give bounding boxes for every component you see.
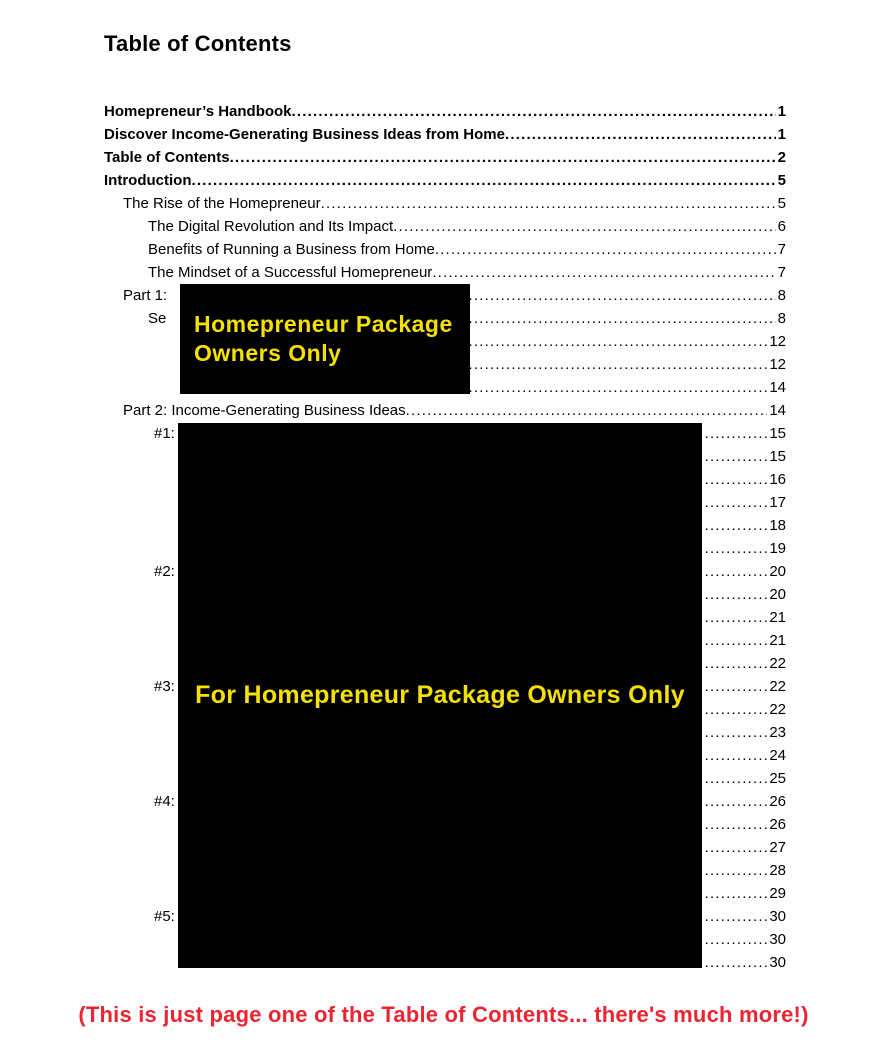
toc-entry-label: The Digital Revolution and Its Impact bbox=[148, 218, 394, 235]
toc-entry-label: Part 2: Income-Generating Business Ideas bbox=[123, 402, 406, 419]
toc-entry-leader bbox=[406, 399, 768, 422]
toc-entry bbox=[104, 169, 786, 192]
toc-entry-page: 22 bbox=[769, 655, 786, 672]
toc-entry-page: 6 bbox=[777, 218, 786, 235]
toc-entry-page: 26 bbox=[769, 816, 786, 833]
toc-entry-page: 5 bbox=[777, 172, 786, 189]
toc-entry-page: 28 bbox=[769, 862, 786, 879]
toc-entry-page: 7 bbox=[777, 241, 786, 258]
toc-entry-label: #4: bbox=[154, 793, 175, 810]
toc-entry-leader bbox=[292, 100, 776, 123]
toc-entry-label: Part 1: bbox=[123, 287, 168, 304]
toc-entry-page: 12 bbox=[769, 333, 786, 350]
toc-entry-page: 24 bbox=[769, 747, 786, 764]
toc-entry-label: #5: bbox=[154, 908, 175, 925]
toc-entry-page: 1 bbox=[777, 103, 786, 120]
toc-entry-page: 18 bbox=[769, 517, 786, 534]
toc-entry-page: 30 bbox=[769, 931, 786, 948]
redaction-box-2-label: For Homepreneur Package Owners Only bbox=[195, 681, 685, 709]
toc-entry-leader bbox=[435, 238, 776, 261]
toc-entry-label: Table of Contents bbox=[104, 149, 230, 166]
toc-entry-page: 8 bbox=[777, 287, 786, 304]
toc-entry-page: 17 bbox=[769, 494, 786, 511]
toc-entry-label: #1: bbox=[154, 425, 175, 442]
toc-entry-page: 27 bbox=[769, 839, 786, 856]
toc-entry-label: The Rise of the Homepreneur bbox=[123, 195, 321, 212]
toc-entry-page: 26 bbox=[769, 793, 786, 810]
toc-entry-page: 20 bbox=[769, 563, 786, 580]
toc-entry-leader bbox=[321, 192, 776, 215]
page-title: Table of Contents bbox=[104, 31, 292, 56]
redaction-box-1 bbox=[180, 284, 470, 394]
toc-entry-page: 30 bbox=[769, 954, 786, 971]
toc-entry bbox=[104, 215, 786, 238]
toc-entry-page: 15 bbox=[769, 425, 786, 442]
toc-entry-page: 14 bbox=[769, 402, 786, 419]
toc-entry-page: 23 bbox=[769, 724, 786, 741]
toc-entry-page: 22 bbox=[769, 701, 786, 718]
toc-entry-page: 8 bbox=[777, 310, 786, 327]
toc-entry-label: #3: bbox=[154, 678, 175, 695]
toc-entry-label: Introduction bbox=[104, 172, 192, 189]
toc-entry-page: 19 bbox=[769, 540, 786, 557]
toc-entry bbox=[104, 123, 786, 146]
toc-entry-leader bbox=[230, 146, 776, 169]
toc-entry bbox=[104, 399, 786, 422]
toc-entry-page: 30 bbox=[769, 908, 786, 925]
toc-entry-page: 22 bbox=[769, 678, 786, 695]
toc-entry-page: 1 bbox=[777, 126, 786, 143]
toc-entry-leader bbox=[432, 261, 775, 284]
toc-entry-label: Benefits of Running a Business from Home bbox=[148, 241, 435, 258]
toc-entry-leader bbox=[505, 123, 776, 146]
toc-entry bbox=[104, 100, 786, 123]
toc-entry-page: 2 bbox=[777, 149, 786, 166]
toc-entry-page: 12 bbox=[769, 356, 786, 373]
toc-entry-label: Se bbox=[148, 310, 167, 327]
toc-entry-label: Homepreneur’s Handbook bbox=[104, 103, 292, 120]
toc-entry-page: 21 bbox=[769, 609, 786, 626]
toc-entry-page: 14 bbox=[769, 379, 786, 396]
redaction-box-2 bbox=[178, 423, 702, 968]
toc-entry-page: 29 bbox=[769, 885, 786, 902]
redaction-box-1-label: Homepreneur Package Owners Only bbox=[194, 311, 453, 366]
toc-entry-page: 25 bbox=[769, 770, 786, 787]
toc-entry-page: 7 bbox=[777, 264, 786, 281]
toc-entry-page: 5 bbox=[777, 195, 786, 212]
toc-entry-label: The Mindset of a Successful Homepreneur bbox=[148, 264, 433, 281]
toc-entry-page: 20 bbox=[769, 586, 786, 603]
toc-entry-leader bbox=[393, 215, 776, 238]
toc-entry-label: Discover Income-Generating Business Ideas from Home bbox=[104, 126, 505, 143]
toc-entry bbox=[104, 192, 786, 215]
toc-entry-page: 15 bbox=[769, 448, 786, 465]
toc-entry-page: 16 bbox=[769, 471, 786, 488]
toc-entry-label: #2: bbox=[154, 563, 175, 580]
footer-note: (This is just page one of the Table of Contents... there's much more!) bbox=[78, 1002, 809, 1027]
toc-entry-page: 21 bbox=[769, 632, 786, 649]
toc-entry-leader bbox=[191, 169, 775, 192]
toc-entry bbox=[104, 261, 786, 284]
toc-entry bbox=[104, 146, 786, 169]
toc-entry bbox=[104, 238, 786, 261]
